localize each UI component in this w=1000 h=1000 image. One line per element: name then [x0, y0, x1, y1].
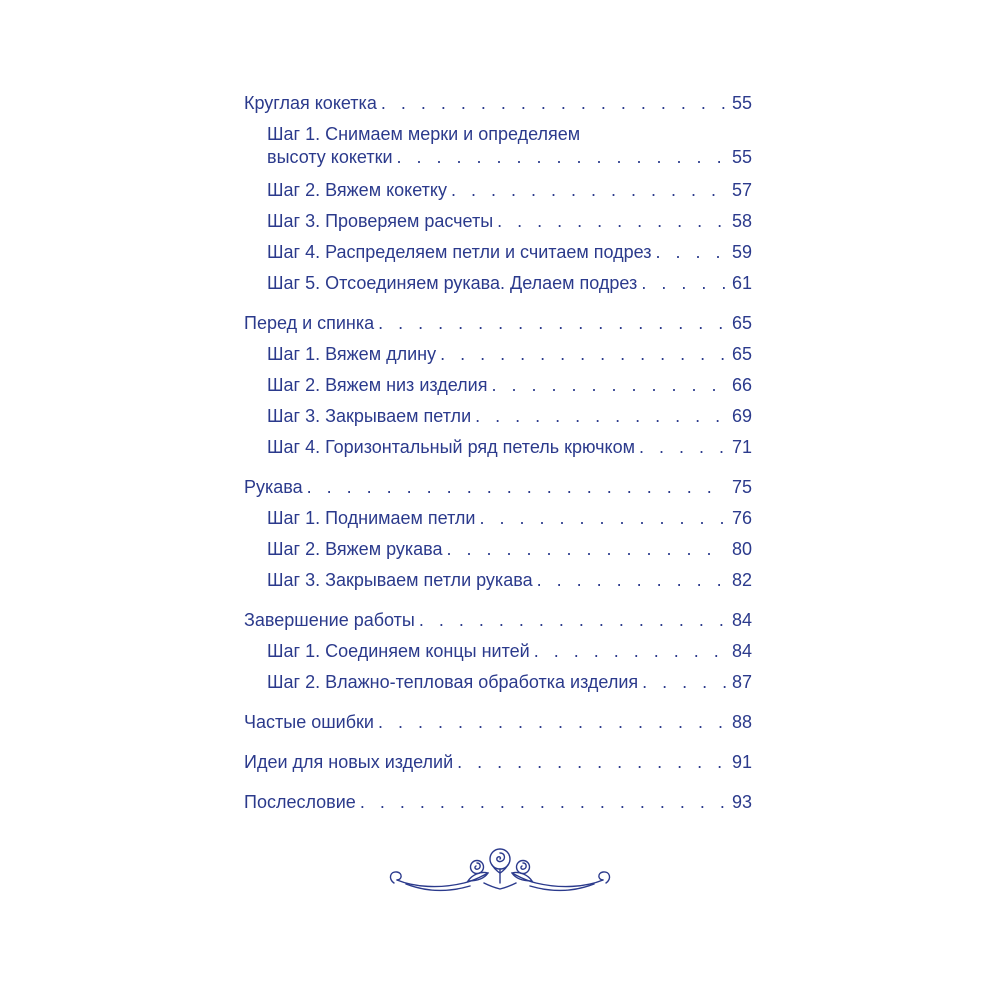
- dot-leader: [378, 711, 728, 733]
- section-spacer: [244, 467, 752, 476]
- toc-section-title: Идеи для новых изделий: [244, 752, 454, 772]
- toc-step-label: Шаг 1. Соединяем концы нитей: [267, 641, 530, 661]
- dot-leader: [457, 751, 728, 773]
- toc-step-2-3[interactable]: [244, 405, 752, 436]
- section-spacer: [244, 702, 752, 711]
- dot-leader: [537, 569, 728, 591]
- dot-leader: [451, 179, 728, 201]
- toc-section-title: Завершение работы: [244, 610, 415, 630]
- dot-leader: [381, 92, 728, 114]
- toc-page-number: 80: [731, 539, 752, 559]
- dot-leader: [642, 671, 728, 693]
- toc-page-number: 59: [731, 242, 752, 262]
- dot-leader: [397, 146, 728, 168]
- toc-page-number: 69: [731, 406, 752, 426]
- dot-leader: [639, 436, 728, 458]
- section-spacer: [244, 600, 752, 609]
- table-of-contents: [244, 92, 752, 822]
- toc-page-number: 75: [731, 477, 752, 497]
- toc-step-1-5[interactable]: [244, 272, 752, 303]
- toc-section-title: Послесловие: [244, 792, 356, 812]
- toc-section-finishing[interactable]: [244, 609, 752, 640]
- dot-leader: [475, 405, 728, 427]
- toc-step-label-line1: Шаг 1. Снимаем мерки и определяем: [267, 124, 581, 144]
- toc-step-1-3[interactable]: [244, 210, 752, 241]
- dot-leader: [641, 272, 728, 294]
- toc-step-1-4[interactable]: [244, 241, 752, 272]
- toc-page-number: 88: [731, 712, 752, 732]
- toc-page-number: 76: [731, 508, 752, 528]
- toc-step-2-4[interactable]: [244, 436, 752, 467]
- toc-step-label: Шаг 4. Распределяем петли и считаем подрез: [267, 242, 652, 262]
- toc-step-line2: [267, 146, 752, 179]
- toc-step-label: Шаг 3. Закрываем петли: [267, 406, 472, 426]
- toc-step-2-1[interactable]: [244, 343, 752, 374]
- toc-section-common-mistakes[interactable]: [244, 711, 752, 751]
- toc-step-label: Шаг 2. Вяжем рукава: [267, 539, 443, 559]
- dot-leader: [419, 609, 728, 631]
- toc-page-number: 55: [731, 147, 752, 167]
- section-spacer: [244, 303, 752, 312]
- toc-step-1-2[interactable]: [244, 179, 752, 210]
- toc-page-number: 66: [731, 375, 752, 395]
- toc-page-number: 84: [731, 641, 752, 661]
- toc-page-number: 55: [731, 93, 752, 113]
- dot-leader: [479, 507, 727, 529]
- toc-page-number: 87: [731, 672, 752, 692]
- rose-flourish-icon: [384, 843, 616, 903]
- toc-section-round-yoke[interactable]: [244, 92, 752, 123]
- dot-leader: [307, 476, 728, 498]
- toc-step-2-2[interactable]: [244, 374, 752, 405]
- toc-page-number: 93: [731, 792, 752, 812]
- dot-leader: [447, 538, 728, 560]
- dot-leader: [360, 791, 728, 813]
- toc-step-4-1[interactable]: [244, 640, 752, 671]
- toc-page-number: 84: [731, 610, 752, 630]
- toc-step-label: Шаг 5. Отсоединяем рукава. Делаем подрез: [267, 273, 638, 293]
- dot-leader: [440, 343, 728, 365]
- toc-page-number: 71: [731, 437, 752, 457]
- toc-section-front-back[interactable]: [244, 312, 752, 343]
- toc-step-label: Шаг 1. Вяжем длину: [267, 344, 437, 364]
- toc-section-title: Круглая кокетка: [244, 93, 377, 113]
- toc-section-title: Рукава: [244, 477, 303, 497]
- toc-step-1-1[interactable]: [244, 123, 752, 179]
- toc-step-label: Шаг 2. Влажно-тепловая обработка изделия: [267, 672, 639, 692]
- toc-page-number: 61: [731, 273, 752, 293]
- toc-page-number: 65: [731, 313, 752, 333]
- toc-step-label: Шаг 3. Проверяем расчеты: [267, 211, 494, 231]
- toc-section-sleeves[interactable]: [244, 476, 752, 507]
- dot-leader: [655, 241, 728, 263]
- toc-step-4-2[interactable]: [244, 671, 752, 702]
- toc-section-title: Перед и спинка: [244, 313, 375, 333]
- toc-section-afterword[interactable]: [244, 791, 752, 822]
- toc-step-3-2[interactable]: [244, 538, 752, 569]
- toc-page-number: 57: [731, 180, 752, 200]
- toc-step-label: Шаг 2. Вяжем кокетку: [267, 180, 447, 200]
- toc-step-label: Шаг 3. Закрываем петли рукава: [267, 570, 533, 590]
- toc-section-new-ideas[interactable]: [244, 751, 752, 791]
- toc-step-label: Шаг 4. Горизонтальный ряд петель крючком: [267, 437, 635, 457]
- dot-leader: [378, 312, 728, 334]
- toc-page-number: 58: [731, 211, 752, 231]
- toc-step-label: Шаг 1. Поднимаем петли: [267, 508, 476, 528]
- toc-step-3-3[interactable]: [244, 569, 752, 600]
- dot-leader: [534, 640, 728, 662]
- toc-step-label: Шаг 2. Вяжем низ изделия: [267, 375, 488, 395]
- toc-page-number: 82: [731, 570, 752, 590]
- dot-leader: [491, 374, 728, 396]
- toc-step-3-1[interactable]: [244, 507, 752, 538]
- toc-page-number: 91: [731, 752, 752, 772]
- dot-leader: [497, 210, 728, 232]
- toc-section-title: Частые ошибки: [244, 712, 374, 732]
- toc-page-number: 65: [731, 344, 752, 364]
- toc-step-label: высоту кокетки: [267, 147, 393, 167]
